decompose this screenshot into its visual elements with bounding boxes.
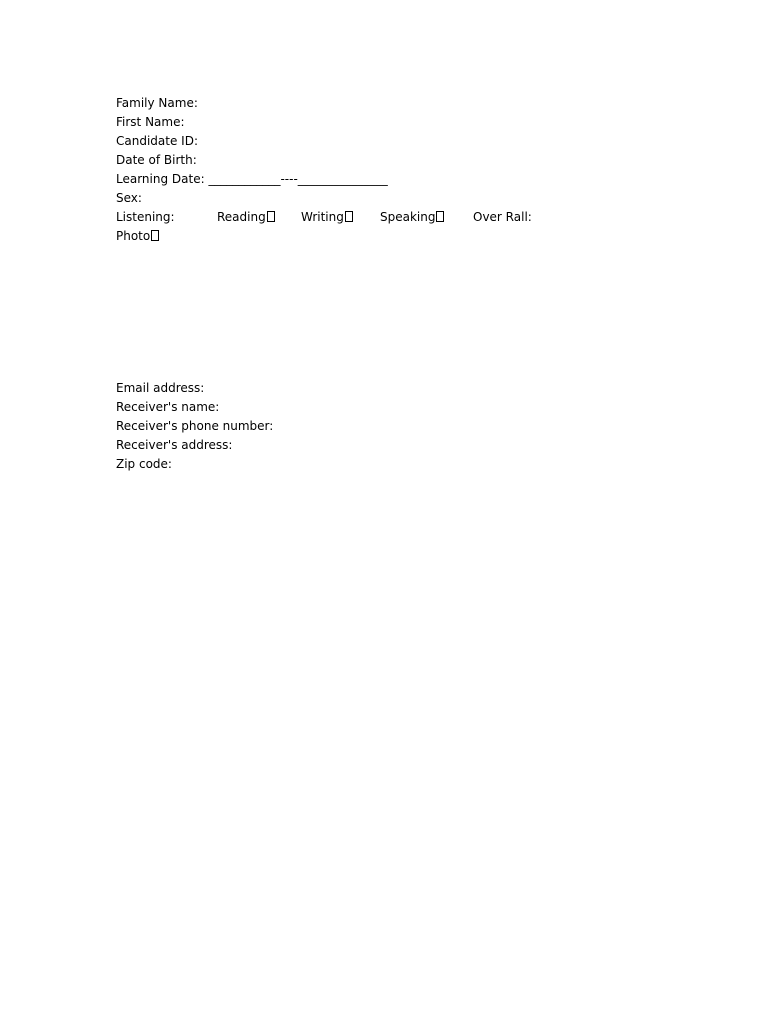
scores-row	[116, 208, 532, 227]
email-address-label: Email address:	[116, 381, 205, 395]
photo-label-text: Photo	[116, 229, 151, 243]
reading-score-label	[217, 208, 275, 227]
missing-glyph-icon	[436, 211, 444, 222]
writing-score-label	[301, 208, 353, 227]
missing-glyph-icon	[345, 211, 353, 222]
family-name-label: Family Name:	[116, 96, 198, 110]
receiver-phone-label: Receiver's phone number:	[116, 419, 274, 433]
applicant-info-section	[116, 94, 532, 246]
writing-label-text: Writing	[301, 210, 344, 224]
missing-glyph-icon	[267, 211, 275, 222]
listening-label-text: Listening:	[116, 210, 175, 224]
reading-label-text: Reading	[217, 210, 266, 224]
first-name-label: First Name:	[116, 115, 185, 129]
sex-label: Sex:	[116, 191, 142, 205]
zip-code-label: Zip code:	[116, 457, 172, 471]
delivery-info-section	[116, 379, 273, 474]
photo-label	[116, 227, 388, 246]
speaking-score-label	[380, 208, 444, 227]
learning-date-label: Learning Date: ____________----_______________	[116, 172, 388, 186]
date-of-birth-label: Date of Birth:	[116, 153, 197, 167]
missing-glyph-icon	[151, 230, 159, 241]
receiver-name-label: Receiver's name:	[116, 400, 220, 414]
receiver-address-label: Receiver's address:	[116, 438, 233, 452]
speaking-label-text: Speaking	[380, 210, 436, 224]
listening-score-label	[116, 208, 175, 227]
candidate-id-label: Candidate ID:	[116, 134, 198, 148]
overall-score-label: Over Rall:	[473, 210, 532, 224]
